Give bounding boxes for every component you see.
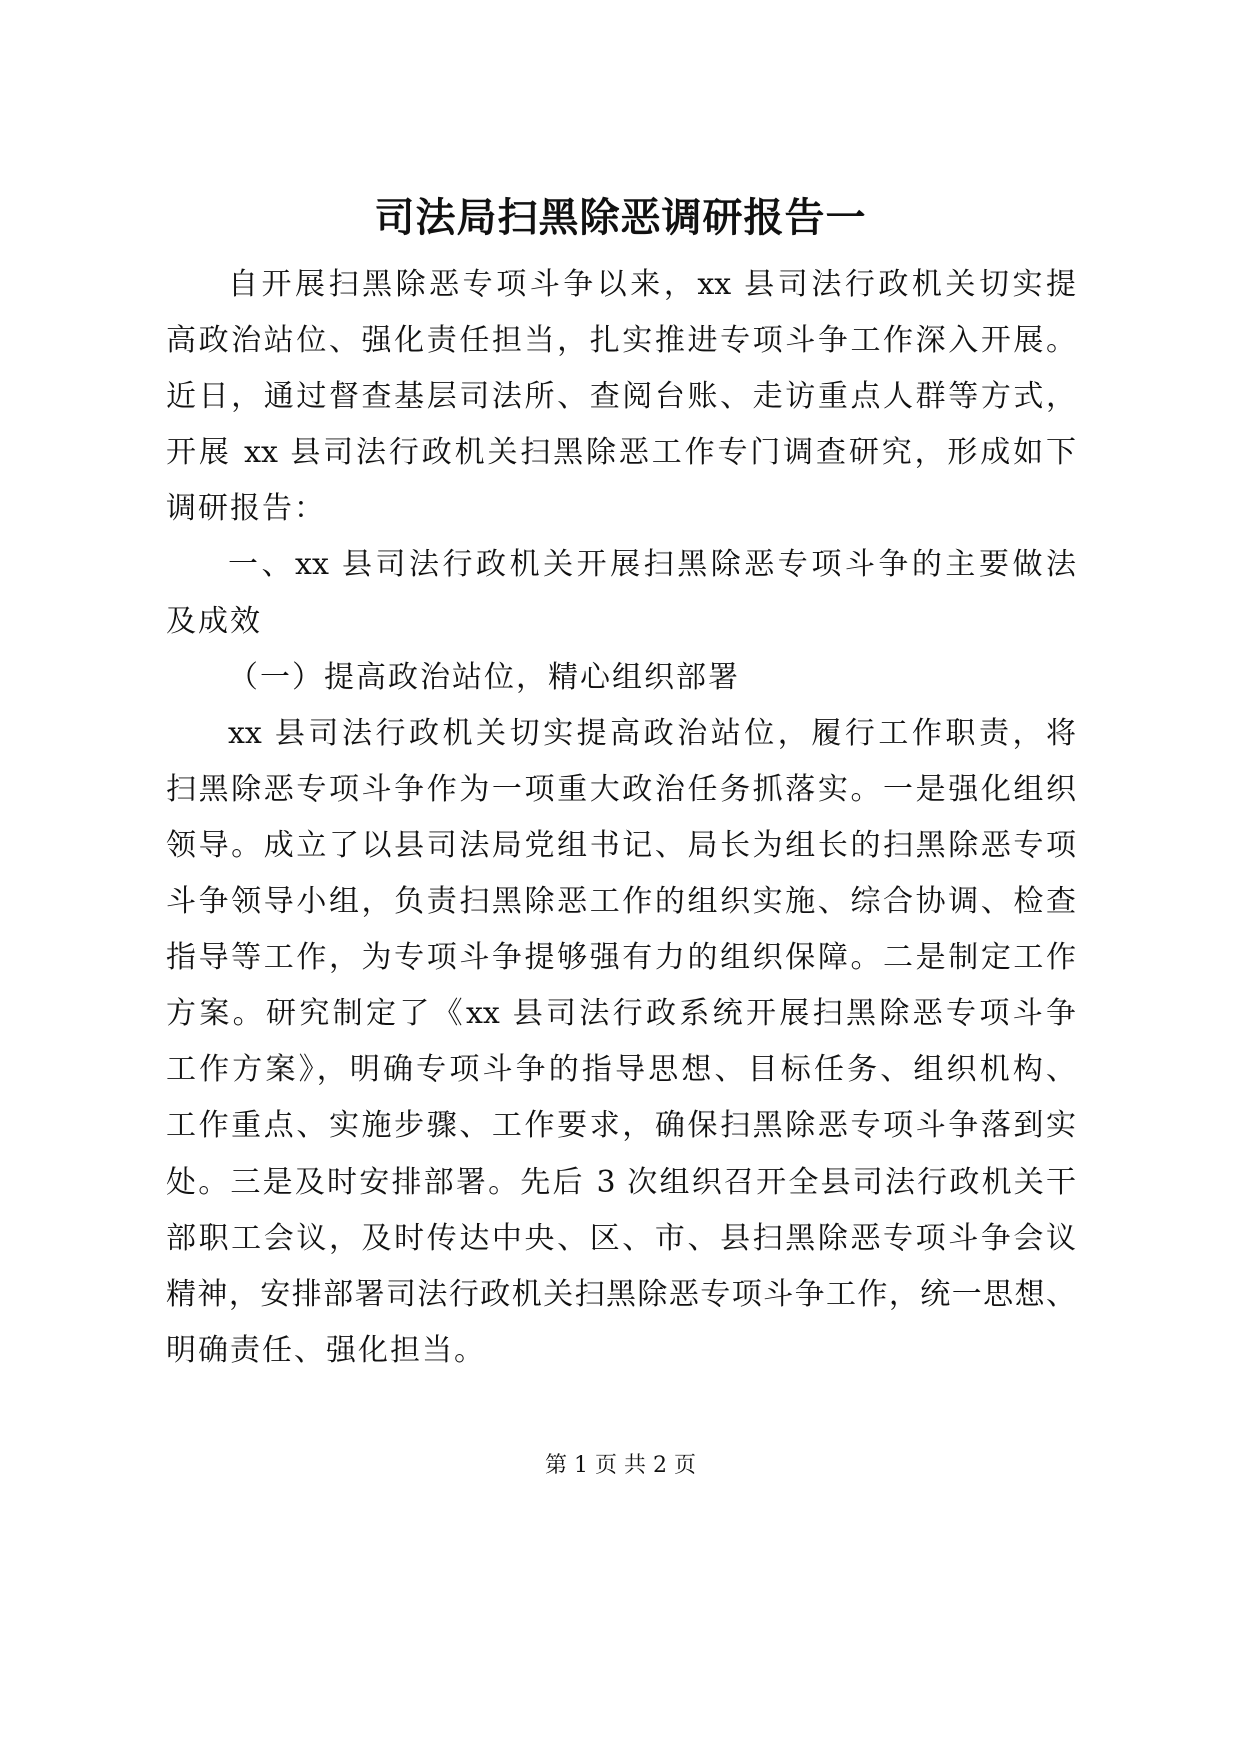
paragraph xyxy=(166,706,1076,1379)
text-line: xx 县司法行政机关切实提高政治站位，履行工作职责，将 xyxy=(228,715,1076,751)
text-line: 工作重点、实施步骤、工作要求，确保扫黑除恶专项斗争落到实 xyxy=(166,1108,1076,1144)
document-title: 司法局扫黑除恶调研报告一 xyxy=(374,194,867,241)
text-line: 工作方案》，明确专项斗争的指导思想、目标任务、组织机构、 xyxy=(166,1052,1076,1088)
text-line: （一）提高政治站位，精心组织部署 xyxy=(228,659,740,695)
text-line: 领导。成立了以县司法局党组书记、局长为组长的扫黑除恶专项 xyxy=(166,827,1076,863)
text-line: 近日，通过督查基层司法所、查阅台账、走访重点人群等方式， xyxy=(166,379,1076,415)
text-line: 斗争领导小组，负责扫黑除恶工作的组织实施、综合协调、检查 xyxy=(166,884,1076,920)
text-line: 处。三是及时安排部署。先后 3 次组织召开全县司法行政机关干 xyxy=(166,1164,1076,1200)
paragraph xyxy=(166,257,1076,537)
document-body xyxy=(166,257,1076,1379)
text-line: 高政治站位、强化责任担当，扎实推进专项斗争工作深入开展。 xyxy=(166,323,1076,359)
text-line: 自开展扫黑除恶专项斗争以来，xx 县司法行政机关切实提 xyxy=(228,267,1076,302)
text-line: 明确责任、强化担当。 xyxy=(166,1332,486,1368)
text-line: 调研报告： xyxy=(166,491,326,527)
text-line: 方案。研究制定了《xx 县司法行政系统开展扫黑除恶专项斗争 xyxy=(166,996,1076,1032)
page-footer: 第 1 页 共 2 页 xyxy=(545,1453,696,1478)
text-line: 扫黑除恶专项斗争作为一项重大政治任务抓落实。一是强化组织 xyxy=(166,771,1076,807)
text-line: 精神，安排部署司法行政机关扫黑除恶专项斗争工作，统一思想、 xyxy=(166,1276,1076,1312)
text-line: 及成效 xyxy=(166,603,262,639)
text-line: 开展 xx 县司法行政机关扫黑除恶工作专门调查研究，形成如下 xyxy=(166,435,1076,471)
text-line: 部职工会议，及时传达中央、区、市、县扫黑除恶专项斗争会议 xyxy=(166,1220,1076,1256)
paragraph xyxy=(166,537,1076,649)
text-line: 一、xx 县司法行政机关开展扫黑除恶专项斗争的主要做法 xyxy=(228,547,1076,583)
text-line: 指导等工作，为专项斗争提够强有力的组织保障。二是制定工作 xyxy=(166,940,1076,976)
paragraph xyxy=(166,650,1076,706)
